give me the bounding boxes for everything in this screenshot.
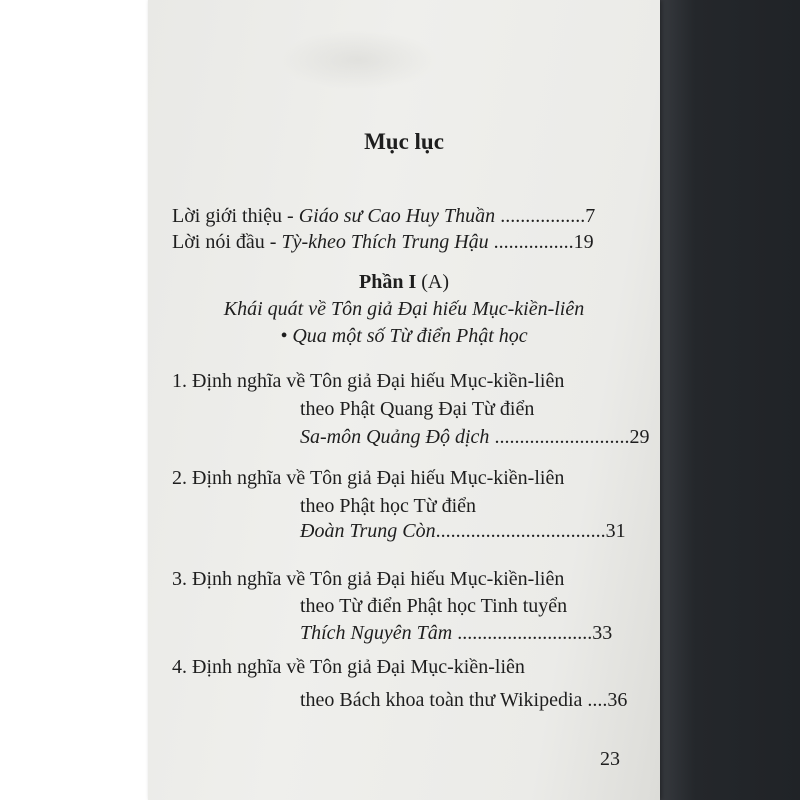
toc-entry-3-source: theo Từ điển Phật học Tinh tuyển — [300, 595, 568, 617]
entry-page: 7 — [585, 205, 596, 227]
entry-label: Lời giới thiệu - — [172, 205, 299, 227]
page-number: 23 — [600, 748, 620, 770]
entry-page: 19 — [573, 231, 594, 253]
entry-author: Đoàn Trung Còn — [300, 520, 436, 542]
toc-entry-1-title: 1. Định nghĩa về Tôn giả Đại hiếu Mục-kiền-liên — [172, 370, 565, 392]
entry-author: Sa-môn Quảng Độ dịch — [300, 426, 490, 448]
toc-entry-4-title: 4. Định nghĩa về Tôn giả Đại Mục-kiền-liên — [172, 656, 525, 678]
paper-smudge — [278, 30, 438, 90]
entry-leader: ........................... — [452, 622, 593, 644]
toc-entry-3-author — [300, 621, 612, 645]
toc-entry-1-author — [300, 425, 649, 449]
page-title: Mục lục — [364, 129, 444, 154]
entry-author: Thích Nguyên Tâm — [300, 622, 453, 644]
toc-entry-2-source: theo Phật học Từ điển — [300, 495, 476, 517]
toc-entry-preface — [172, 230, 594, 254]
entry-source: theo Bách khoa toàn thư Wikipedia — [300, 689, 583, 711]
toc-entry-1-source: theo Phật Quang Đại Từ điển — [300, 398, 535, 420]
entry-author: Tỳ-kheo Thích Trung Hậu — [281, 231, 489, 253]
part-heading — [148, 270, 660, 294]
entry-leader: ................. — [495, 205, 586, 227]
toc-entry-intro — [172, 204, 595, 228]
dark-background — [655, 0, 800, 800]
entry-page: 36 — [607, 689, 628, 711]
entry-leader: .................................. — [435, 520, 606, 542]
entry-leader: ................ — [488, 231, 574, 253]
book-page — [148, 0, 660, 800]
toc-entry-4-source — [300, 688, 627, 712]
toc-entry-2-author — [300, 519, 626, 543]
toc-entry-3-title: 3. Định nghĩa về Tôn giả Đại hiếu Mục-kiền-liên — [172, 568, 565, 590]
part-label: Phần I — [358, 271, 417, 293]
entry-leader: .... — [582, 689, 608, 711]
part-subtitle-line2: • Qua một số Từ điển Phật học — [280, 325, 528, 347]
entry-leader: ........................... — [489, 426, 630, 448]
entry-page: 29 — [629, 426, 650, 448]
entry-author: Giáo sư Cao Huy Thuần — [298, 205, 496, 227]
entry-page: 33 — [592, 622, 613, 644]
part-subtitle-line1: Khái quát về Tôn giả Đại hiếu Mục-kiền-liên — [223, 298, 585, 320]
part-suffix: (A) — [416, 271, 449, 293]
entry-page: 31 — [605, 520, 626, 542]
toc-entry-2-title: 2. Định nghĩa về Tôn giả Đại hiếu Mục-kiền-liên — [172, 467, 565, 489]
entry-label: Lời nói đầu - — [172, 231, 282, 253]
